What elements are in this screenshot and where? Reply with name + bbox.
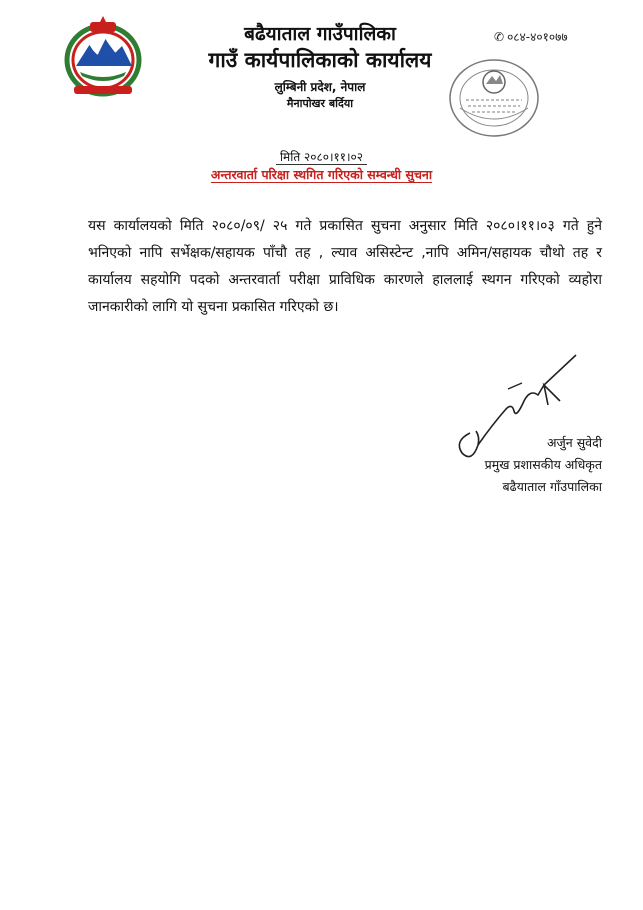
notice-body: यस कार्यालयको मिति २०८०/०९/ २५ गते प्रकासित सुचना अनुसार मिति २०८०।११।०३ गते हुने भनिएको नापि सर्भेक्षक/सहायक पाँचौ तह , ल्याव असिस्टेन्ट ,नापि अमिन/सहायक चौथो तह र कार्यालय सहयोगि पदको अन्तरवार्ता परीक्षा प्राविधिक कारणले हाललाई स्थगन गरिएको व्यहोरा जानकारीको लागि यो सुचना प्रकासित गरिएको छ। [88,218,602,315]
notice-date: मिति २०८०।११।०२ [0,148,643,165]
province-line: लुम्बिनी प्रदेश, नेपाल [274,80,366,94]
letterhead [150,22,490,112]
office-name: गाउँ कार्यपालिकाको कार्यालय [208,48,432,72]
signatory-name: अर्जुन सुवेदी [546,435,602,450]
phone-number: ✆ ०८४-४०१०७७ [494,30,568,44]
signatory-designation: प्रमुख प्रशासकीय अधिकृत [484,457,602,472]
signatory-block [440,432,602,498]
signatory-organization: बढैयाताल गाँउपालिका [502,479,602,494]
nepal-emblem-icon [60,14,146,100]
address-line: मैनापोखर बर्दिया [286,97,354,110]
phone-icon: ✆ [494,30,505,44]
office-stamp-icon [446,56,542,140]
notice-title: अन्तरवार्ता परिक्षा स्थगित गरिएको सम्वन्धी सुचना [210,167,433,182]
org-name: बढैयाताल गाउँपालिका [244,23,396,45]
